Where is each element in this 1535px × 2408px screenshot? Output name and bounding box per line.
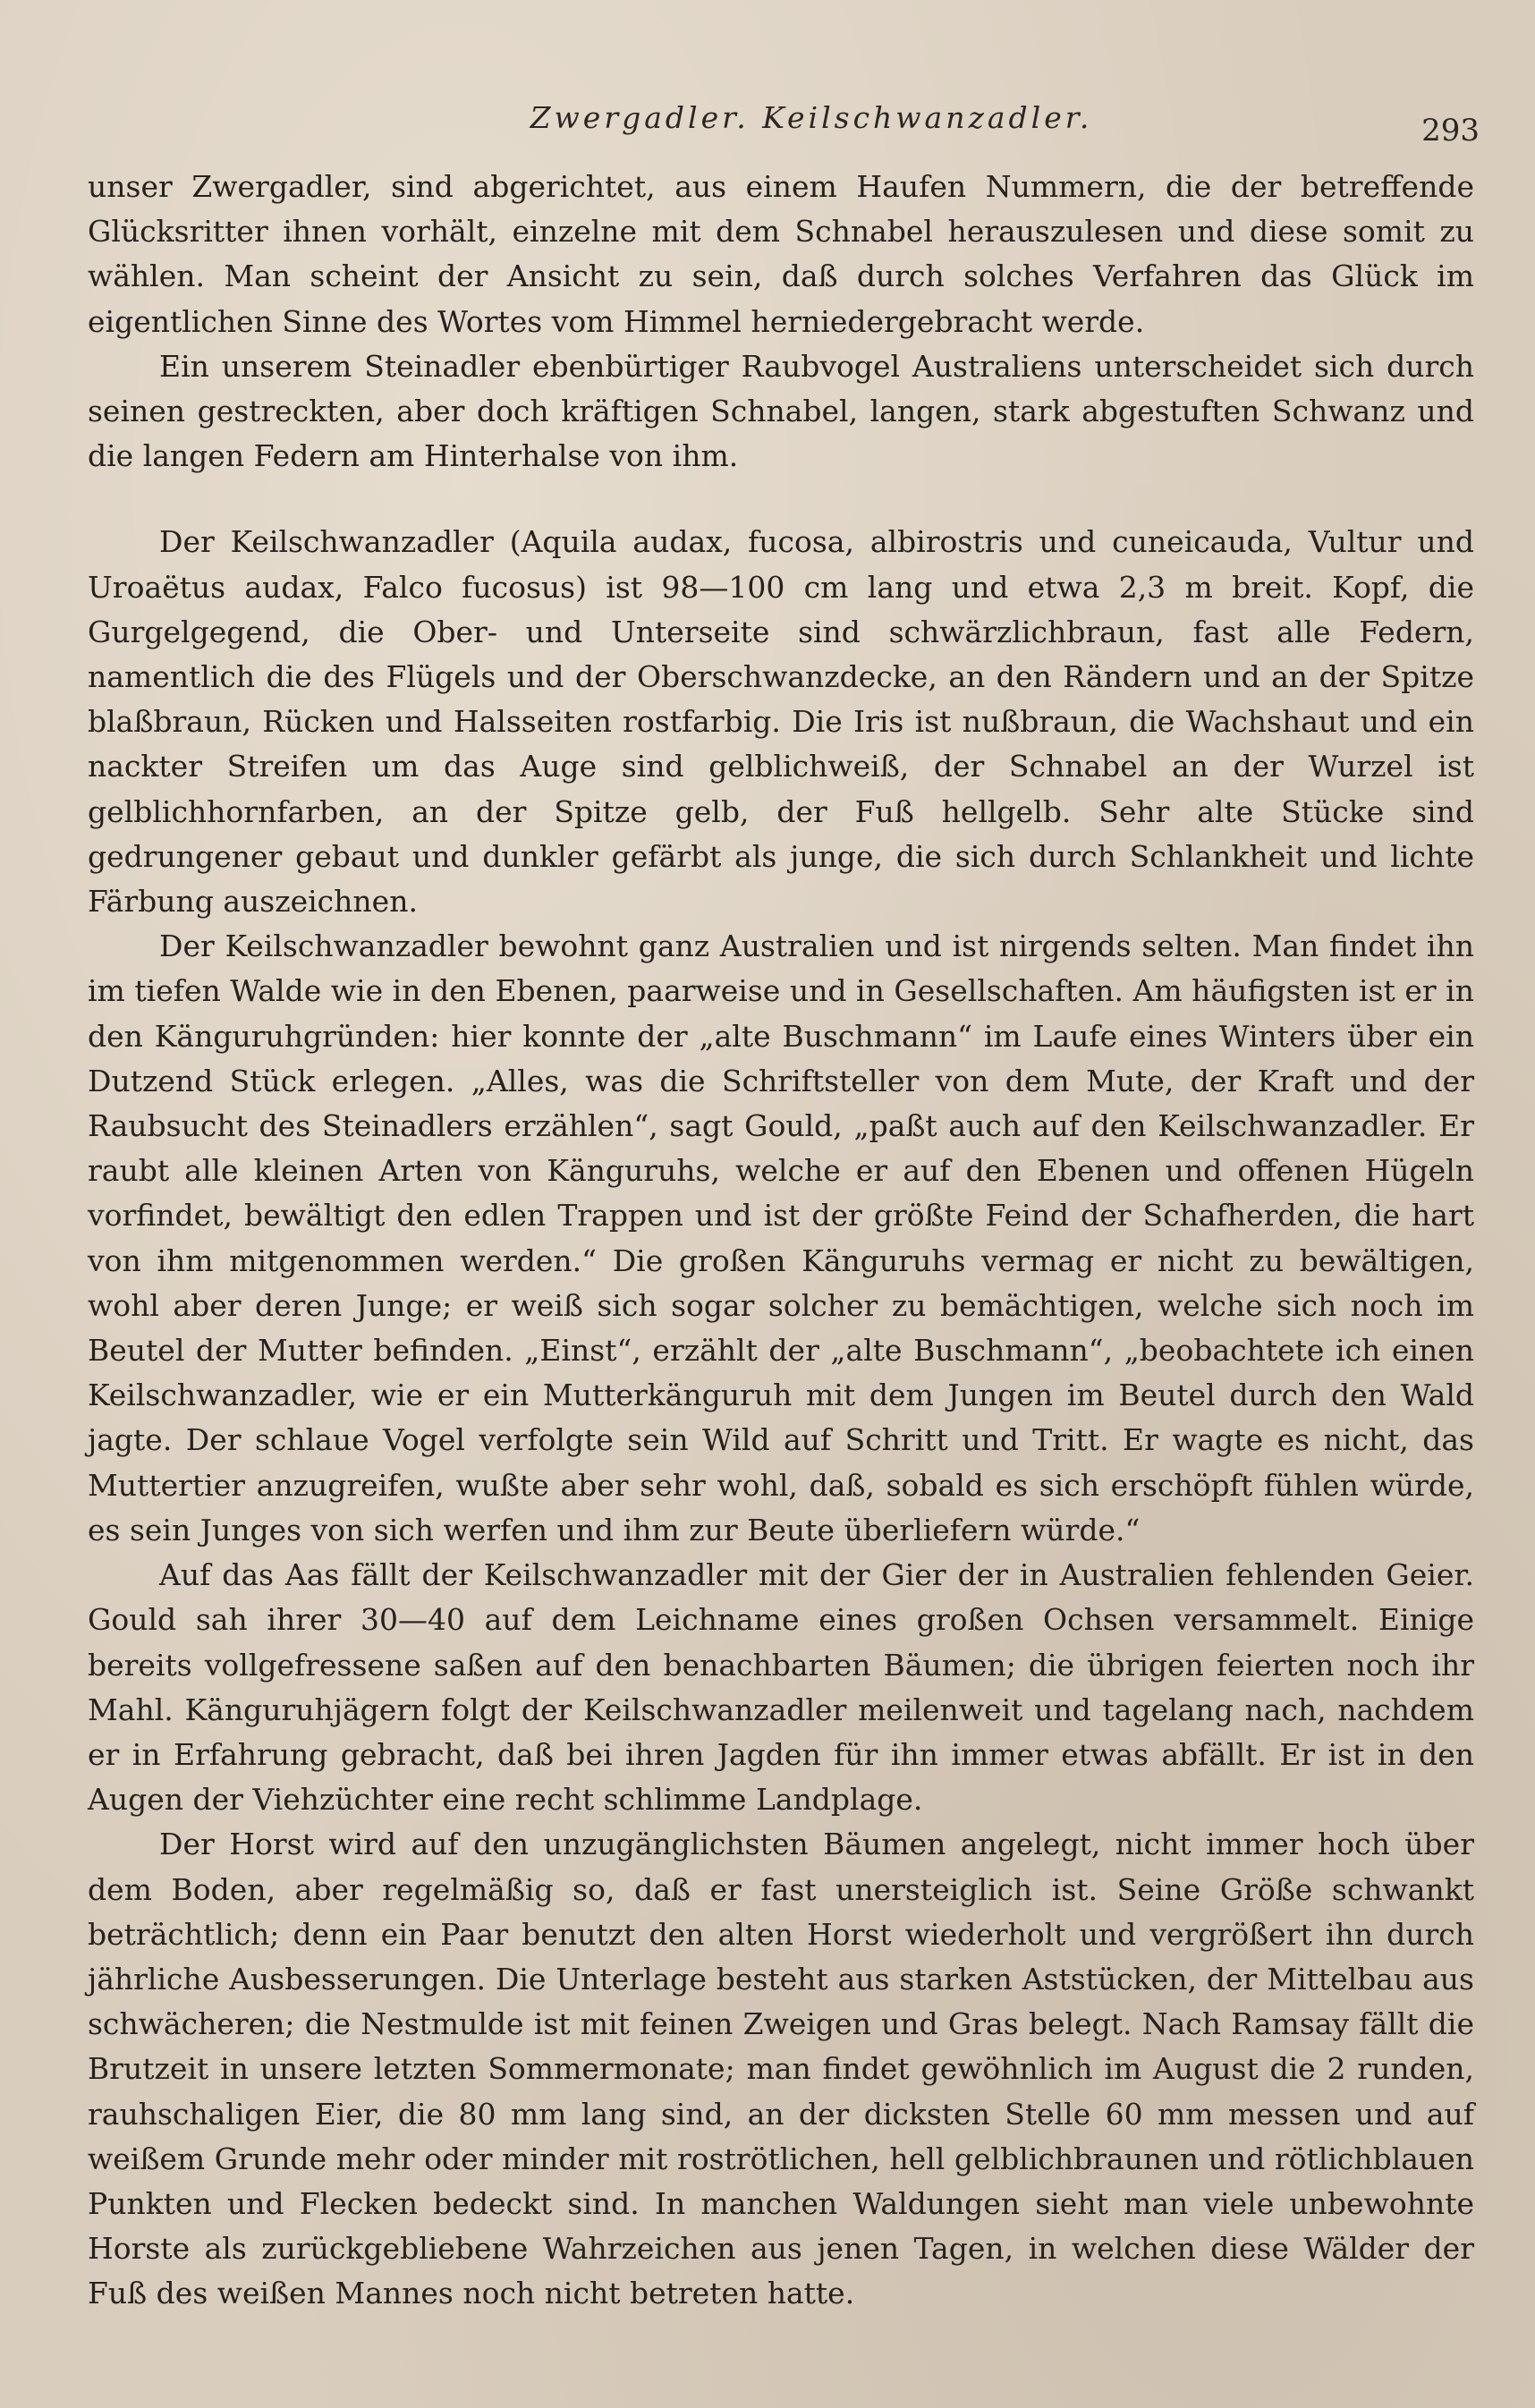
page-number: 293 [1421,113,1480,148]
paragraph-keilschwanzadler-description: Der Keilschwanzadler (Aquila audax, fucosa, albirostris und cuneicauda, Vultur und Uroaëtus audax, Falco fucosus) ist 98—100 cm lang und etwa 2,3 m breit. Kopf, die Gurgelgegend, die Ober- und Unterseite sind schwärzlichbraun, fast alle Federn, namentlich die des Flügels und der Oberschwanzdecke, an den Rändern und an der Spitze blaßbraun, Rücken und Halsseiten rostfarbig. Die Iris ist nußbraun, die Wachshaut und ein nackter Streifen um das Auge sind gelblichweiß, der Schnabel an der Wurzel ist gelblichhornfarben, an der Spitze gelb, der Fuß hellgelb. Sehr alte Stücke sind gedrungener gebaut und dunkler gefärbt als junge, die sich durch Schlankheit und lichte Färbung auszeichnen. [88,524,1474,920]
running-title: Zwergadler. Keilschwanzadler. [530,100,1093,135]
paragraph-keilschwanzadler-horst: Der Horst wird auf den unzugänglichsten Bäumen angelegt, nicht immer hoch über dem Boden, aber regelmäßig so, daß er fast unersteiglich ist. Seine Größe schwankt beträchtlich; denn ein Paar benutzt den alten Horst wiederholt und vergrößert ihn durch jährliche Ausbesserungen. Die Unterlage besteht aus starken Aststücken, der Mittelbau aus schwächeren; die Nestmulde ist mit feinen Zweigen und Gras belegt. Nach Ramsay fällt die Brutzeit in unsere letzten Sommermonate; man findet gewöhnlich im August die 2 runden, rauhschaligen Eier, die 80 mm lang sind, an der dicksten Stelle 60 mm messen und auf weißem Grunde mehr oder minder mit roströtlichen, hell gelblichbraunen und rötlichblauen Punkten und Flecken bedeckt sind. In manchen Waldungen sieht man viele unbewohnte Horste als zurückgebliebene Wahrzeichen aus jenen Tagen, in welchen diese Wälder der Fuß des weißen Mannes noch nicht betreten hatte. [88,1827,1474,2311]
page-header [143,100,1480,150]
body-text [88,165,1474,2317]
paragraph-zwergadler-continuation: unser Zwergadler, sind abgerichtet, aus einem Haufen Nummern, die der betreffende Glücksritter ihnen vorhält, einzelne mit dem Schnabel herauszulesen und diese somit zu wählen. Man scheint der Ansicht zu sein, daß durch solches Verfahren das Glück im eigentlichen Sinne des Wortes vom Himmel herniedergebracht werde. [88,169,1474,339]
paragraph-raubvogel-intro: Ein unserem Steinadler ebenbürtiger Raubvogel Australiens unterscheidet sich durch seinen gestreckten, aber doch kräftigen Schnabel, langen, stark abgestuften Schwanz und die langen Federn am Hinterhalse von ihm. [88,348,1474,474]
paragraph-keilschwanzadler-aas: Auf das Aas fällt der Keilschwanzadler mit der Gier der in Australien fehlenden Geier. Gould sah ihrer 30—40 auf dem Leichname eines großen Ochsen versammelt. Einige bereits vollgefressene saßen auf den benachbarten Bäumen; die übrigen feierten noch ihr Mahl. Känguruhjägern folgt der Keilschwanzadler meilenweit und tagelang nach, nachdem er in Erfahrung gebracht, daß bei ihren Jagden für ihn immer etwas abfällt. Er ist in den Augen der Viehzüchter eine recht schlimme Landplage. [88,1557,1474,1818]
section-gap [88,479,1474,520]
paragraph-keilschwanzadler-habitat: Der Keilschwanzadler bewohnt ganz Australien und ist nirgends selten. Man findet ihn im tiefen Walde wie in den Ebenen, paarweise und in Gesellschaften. Am häufigsten ist er in den Känguruhgründen: hier konnte der „alte Buschmann“ im Laufe eines Winters über ein Dutzend Stück erlegen. „Alles, was die Schriftsteller von dem Mute, der Kraft und der Raubsucht des Steinadlers erzählen“, sagt Gould, „paßt auch auf den Keilschwanzadler. Er raubt alle kleinen Arten von Känguruhs, welche er auf den Ebenen und offenen Hügeln vorfindet, bewältigt den edlen Trappen und ist der größte Feind der Schafherden, die hart von ihm mitgenommen werden.“ Die großen Känguruhs vermag er nicht zu bewältigen, wohl aber deren Junge; er weiß sich sogar solcher zu bemächtigen, welche sich noch im Beutel der Mutter befinden. „Einst“, erzählt der „alte Buschmann“, „beobachtete ich einen Keilschwanzadler, wie er ein Mutterkänguruh mit dem Jungen im Beutel durch den Wald jagte. Der schlaue Vogel verfolgte sein Wild auf Schritt und Tritt. Er wagte es nicht, das Muttertier anzugreifen, wußte aber sehr wohl, daß, sobald es sich erschöpft fühlen würde, es sein Junges von sich werfen und ihm zur Beute überliefern würde.“ [88,928,1474,1547]
